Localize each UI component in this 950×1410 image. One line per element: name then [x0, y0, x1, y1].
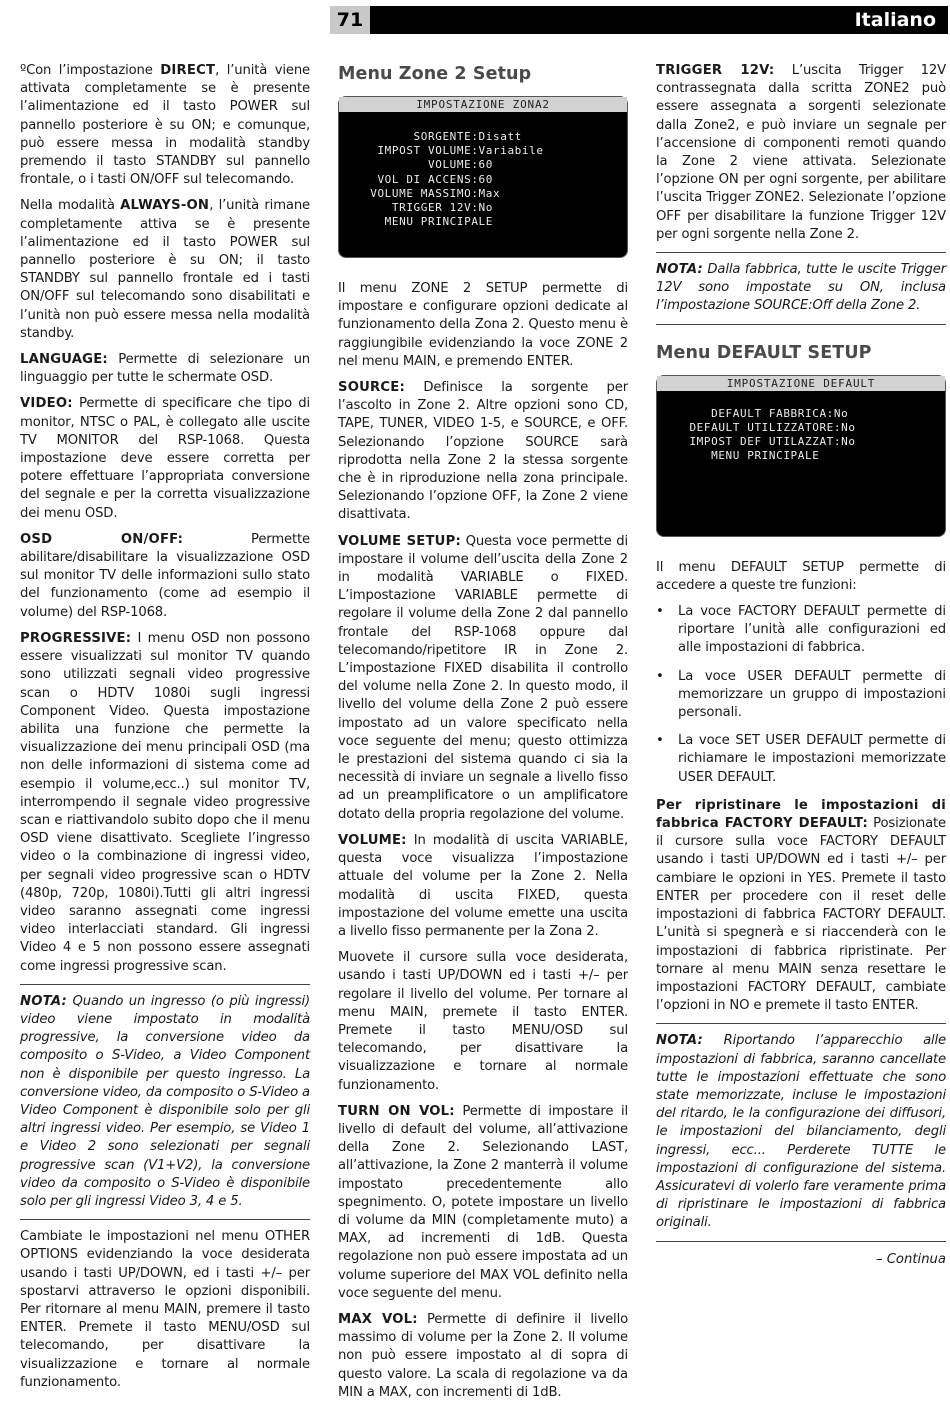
osd-line: MENU PRINCIPALE — [675, 449, 820, 463]
zone2-intro: Il menu ZONE 2 SETUP permette di impostare e configurare opzioni dedicate al funzionamento della Zona 2. Questo menu è raggiungibile evidenziando la voce ZONE 2 nel menu MAIN, e premendo ENTER. — [338, 281, 628, 369]
bullet-icon: • — [656, 733, 664, 749]
list-item: • La voce FACTORY DEFAULT permette di riportare l’unità alle configurazioni ed alle impostazioni di fabbrica. — [656, 604, 946, 656]
direct-paragraph: ºCon l’impostazione DIRECT, l’unità viene attivata completamente se è presente l’alimentazione ed il tasto POWER sul pannello posteriore è su ON; e comunque, può essere messa in modalità standby premendo il tasto STANDBY sul pannello frontale, o i tasti ON/OFF sul telecomando. — [20, 63, 310, 188]
osd-line: TRIGGER 12V:No — [363, 201, 494, 215]
default-intro: Il menu DEFAULT SETUP permette di accedere a queste tre funzioni: — [656, 559, 946, 593]
zone2-section-title: Menu Zone 2 Setup — [338, 64, 532, 84]
list-item: • La voce USER DEFAULT permette di memorizzare un gruppo di impostazioni personali. — [656, 668, 946, 721]
source-paragraph: SOURCE: Definisce la sorgente per l’ascolto in Zone 2. Altre opzioni sono CD, TAPE, TUNER, VIDEO 1-5, e SOURCE, e OFF. Selezionando l’opzione SOURCE sarà riprodotta nella Zone 2 la stessa sorgente che è in riproduzione nella zona principale. Selezionando l’opzione OFF, la Zone 2 viene disattivata. — [338, 380, 628, 523]
bullet-icon: • — [656, 604, 664, 620]
column-middle — [338, 62, 628, 1410]
default-section-title: Menu DEFAULT SETUP — [656, 342, 872, 363]
other-options-paragraph: Cambiate le impostazioni nel menu OTHER OPTIONS evidenziando la voce desiderata usando i tasti UP/DOWN, ed i tasti +/– per spostarvi attraverso le opzioni disponibili. Per ritornare al menu MAIN, premere il tasto ENTER. Premete il tasto MENU/OSD sul telecomando, per disattivare la visualizzazione e tornare al normale funzionamento. — [20, 1229, 310, 1390]
osd-line: IMPOST DEF UTILAZZAT:No — [675, 435, 856, 449]
divider — [20, 984, 310, 985]
progressive-paragraph: PROGRESSIVE: I menu OSD non possono essere visualizzati sul monitor TV quando sono utilizzati segnali video progressive scan o HDTV 1080i sugli ingressi Component Video. Questa impostazione abilita una funzione che permette la visualizzazione dei menu principali OSD (ma non delle informazioni di sistema come ad esempio il volume,ecc..) sul monitor TV, interrompendo il segnale video progressive scan e riattivandolo subito dopo che il menu OSD viene disattivato. Scegliete l’ingresso video o la combinazione di ingressi video, per segnali video progressive scan o HDTV (480p, 720p, 1080i).Tutti gli altri ingressi video saranno assegnati come ingressi video interlacciati standard. Gli ingressi Video 4 e 5 non possono essere assegnati come ingressi progressive scan. — [20, 630, 310, 974]
always-on-paragraph: Nella modalità ALWAYS-ON, l’unità rimane completamente attiva se è presente l’alimentazione ed il tasto POWER sul pannello posteriore è su ON; il tasto STANDBY sul pannello frontale ed i tasti ON/OFF sul telecomando sono disabilitati e l’unità non può essere messa nella modalità standby. — [20, 198, 310, 341]
zone2-osd-screen — [338, 96, 628, 258]
osd-screen-body — [339, 112, 627, 229]
default-options-list — [656, 603, 946, 787]
divider — [656, 1023, 946, 1024]
osd-line: MENU PRINCIPALE — [363, 215, 494, 229]
osd-line: VOLUME MASSIMO:Max — [363, 186, 501, 200]
turn-on-vol-paragraph: TURN ON VOL: Permette di impostare il livello di default del volume, all’attivazione della Zone 2. Selezionando LAST, all’attivazione, la Zone 2 manterrà il volume impostato precedentemente allo spegnimento. O, potete impostare un livello di volume da MIN (completamente muto) a MAX, ad incrementi di 1dB. Questa regolazione non può essere impostata ad un volume superiore del MAX VOL definito nella voce seguente del menu. — [338, 1103, 628, 1301]
osd-line: DEFAULT UTILIZZATORE:No — [675, 420, 856, 434]
osd-line: VOL DI ACCENS:60 — [363, 172, 494, 186]
video-paragraph: VIDEO: Permette di specificare che tipo di monitor, NTSC o PAL, è collegato alle uscite TV MONITOR del RSP-1068. Questa impostazione deve essere corretta per potere effettuare l’appropriata conversione del segnale e per la corretta visualizzazione dei menu OSD. — [20, 396, 310, 521]
osd-screen-body — [657, 391, 945, 464]
default-osd-screen — [656, 375, 946, 537]
osd-line: SORGENTE:Disatt — [363, 130, 522, 143]
language-paragraph: LANGUAGE: Permette di selezionare un linguaggio per tutte le schermate OSD. — [20, 352, 310, 386]
trigger-paragraph: TRIGGER 12V: L’uscita Trigger 12V contrassegnata dalla scritta ZONE2 può essere assegnata a sorgenti selezionate dalla Zone2, e può inviare un segnale per l’accensione di componenti remoti quando la Zone 2 viene attivata. Selezionate l’opzione ON per ogni sorgente, per abilitare l’uscita Trigger ZONE2. Selezionate l’opzione OFF per disabilitare la funzione Trigger 12V per ogni sorgente nella Zone 2. — [656, 63, 946, 242]
page-number: 71 — [330, 6, 370, 34]
move-cursor-paragraph: Muovete il cursore sulla voce desiderata, usando i tasti UP/DOWN ed i tasti +/– per regolare il livello del volume. Per tornare al menu MAIN, premete il tasto ENTER. Premete il tasto MENU/OSD sul telecomando, per disattivare la visualizzazione e tornare al normale funzionamento. — [338, 950, 628, 1093]
osd-screen-title: IMPOSTAZIONE DEFAULT — [657, 376, 945, 391]
restore-factory-paragraph: Per ripristinare le impostazioni di fabbrica FACTORY DEFAULT: Posizionate il cursore sulla voce FACTORY DEFAULT usando i tasti UP/DOWN ed i tasti +/– per cambiare le opzioni in YES. Premete il tasto ENTER per procedere con il reset delle impostazioni di fabbrica FACTORY DEFAULT. L’unità si spegnerà e si riaccenderà con le impostazioni di fabbrica ripristinate. Per tornare al menu MAIN senza resettare le impostazioni FACTORY DEFAULT, cambiate l’opzioni in NO e premete il tasto ENTER. — [656, 797, 946, 1014]
continued-label: – Continua — [875, 1252, 946, 1267]
divider — [20, 1219, 310, 1220]
osd-line: IMPOST VOLUME:Variabile — [363, 144, 544, 158]
max-vol-paragraph: MAX VOL: Permette di definire il livello massimo di volume per la Zone 2. Il volume non può essere impostato al di sopra di questo valore. La scala di regolazione va da MIN a MAX, con incrementi di 1dB. — [338, 1311, 629, 1400]
column-right — [656, 62, 946, 1250]
language-header: Italiano — [370, 6, 948, 34]
divider — [656, 324, 946, 325]
osd-paragraph: OSD ON/OFF: Permette abilitare/disabilitare la visualizzazione OSD sul monitor TV delle informazioni sullo stato del funzionamento (come ad esempio il volume) del RSP-1068. — [20, 531, 310, 620]
progressive-note: NOTA: Quando un ingresso (o più ingressi) video viene impostato in modalità progressive, la conversione video da composito o S-Video, a Video Component non è disponibile per questo ingresso. La conversione video, da composito o S-Video a Video Component è disponibile solo per gli altri ingressi video. Per esempio, se Video 1 e Video 2 sono selezionati per segnali progressive scan (V1+V2), la conversione video da composito o S-Video è disponibile solo per gli ingressi Video 3, 4 e 5. — [20, 993, 310, 1209]
volume-setup-paragraph: VOLUME SETUP: Questa voce permette di impostare il volume dell’uscita della Zone 2 in modalità VARIABLE o FIXED. L’impostazione VARIABLE permette di regolare il volume della Zone 2 dal pannello frontale del RSP-1068 oppure dal telecomando/ripetitore IR in Zone 2. L’impostazione FIXED disabilita il controllo del volume nella Zone 2. In questo modo, il livello del volume della Zone 2 può essere impostato ad un valore specificato nella voce seguente del menu; questo ottimizza le prestazioni del sistema quando ci sia la necessità di inviare un segnale a livello fisso ad un preamplificatore o un amplificatore dotato della propria regolazione del volume. — [338, 533, 628, 822]
trigger-note: NOTA: Dalla fabbrica, tutte le uscite Trigger 12V sono impostate su ON, inclusa l’impostazione SOURCE:Off della Zone 2. — [656, 262, 946, 314]
osd-line: VOLUME:60 — [363, 158, 494, 172]
volume-paragraph: VOLUME: In modalità di uscita VARIABLE, questa voce visualizza l’impostazione attuale del volume per la Zone 2. Nella modalità di uscita FIXED, questa impostazione del volume emette una uscita a livello fisso permanente per la Zona 2. — [338, 832, 628, 939]
osd-line: DEFAULT FABBRICA:No — [675, 406, 849, 420]
factory-reset-note: NOTA: Riportando l’apparecchio alle impostazioni di fabbrica, saranno cancellate tutte le impostazioni effettuate che sono state memorizzate, incluse le impostazioni del ritardo, le la configurazione dei diffusori, le impostazioni del bilanciamento, degli ingressi, ecc... Perderete TUTTE le impostazioni di configurazione del sistema. Assicuratevi di volerlo fare veramente prima di ripristinare le impostazioni di fabbrica originali. — [656, 1033, 946, 1231]
divider — [656, 252, 946, 253]
bullet-icon: • — [656, 668, 664, 684]
column-left — [20, 62, 310, 1400]
list-item: • La voce SET USER DEFAULT permette di richiamare le impostazioni memorizzate USER DEFAULT. — [656, 733, 946, 785]
divider — [656, 1241, 946, 1242]
osd-screen-title: IMPOSTAZIONE ZONA2 — [339, 97, 627, 112]
